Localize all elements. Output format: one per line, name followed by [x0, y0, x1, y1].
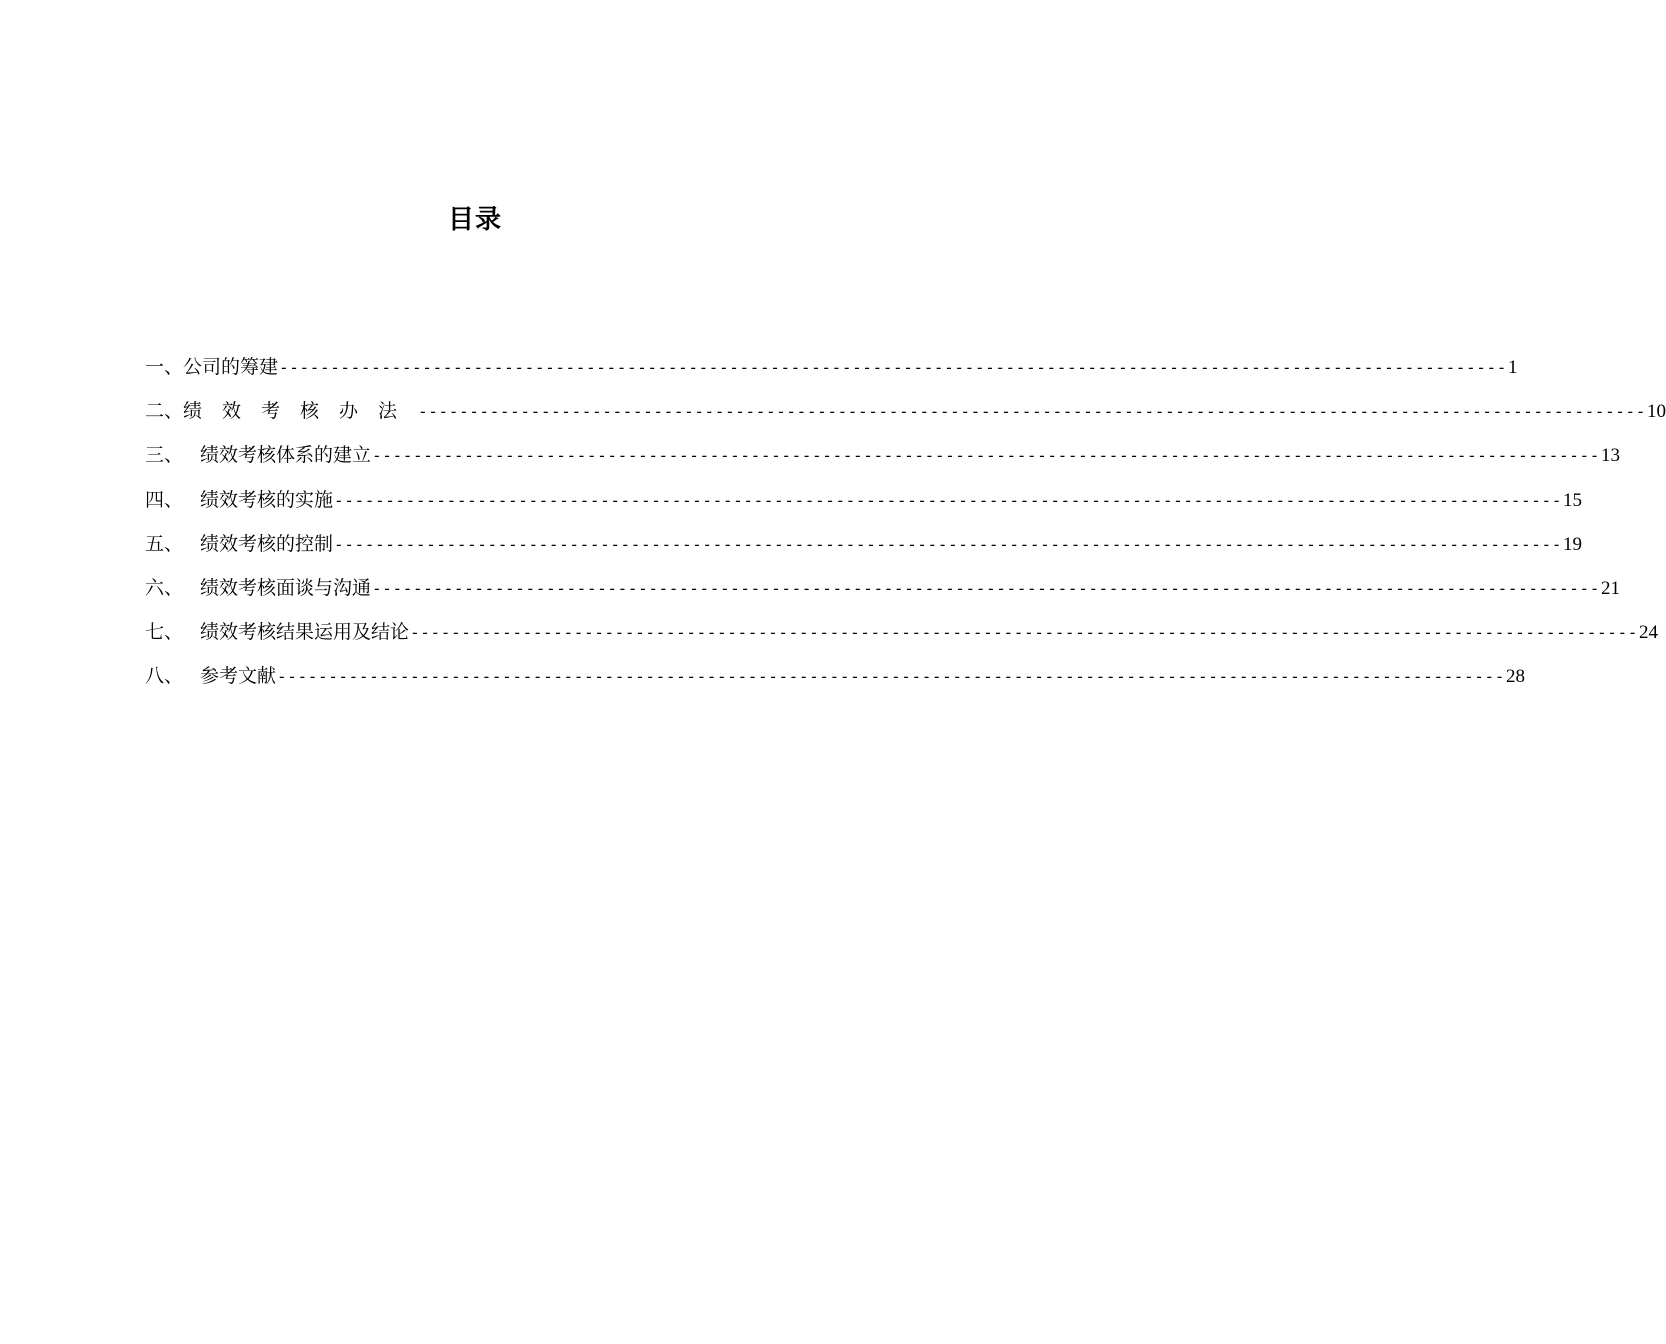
- toc-entry-number: 六、: [145, 576, 184, 599]
- toc-entry-label: 绩效考核体系的建立: [200, 444, 372, 467]
- toc-entry[interactable]: [145, 438, 1620, 482]
- toc-entry[interactable]: [145, 350, 1518, 394]
- toc-entry-label: 公司的筹建: [183, 356, 279, 378]
- toc-entry-page: 24: [1638, 622, 1658, 644]
- table-of-contents: [145, 350, 1666, 704]
- toc-entry-number: 七、: [145, 621, 184, 644]
- toc-leader-dashes: ------------------------------------------------------------------------------------------------------------------------: [334, 490, 1562, 510]
- toc-leader-dashes: ------------------------------------------------------------------------------------------------------------------------: [372, 578, 1600, 598]
- toc-leader-dashes: ------------------------------------------------------------------------------------------------------------------------: [410, 623, 1638, 643]
- toc-leader-dashes: ------------------------------------------------------------------------------------------------------------------------: [277, 667, 1505, 687]
- toc-entry[interactable]: [145, 527, 1582, 571]
- toc-entry-page: 21: [1600, 577, 1620, 599]
- toc-entry-page: 19: [1562, 533, 1582, 555]
- toc-entry-page: 1: [1507, 357, 1518, 378]
- toc-entry[interactable]: [145, 394, 1666, 438]
- toc-entry[interactable]: [145, 571, 1620, 615]
- toc-entry-label: 绩效考核办法: [183, 400, 418, 423]
- toc-entry-page: 10: [1646, 401, 1666, 423]
- page-title: 目录: [447, 205, 502, 235]
- toc-leader-dashes: ------------------------------------------------------------------------------------------------------------------------: [418, 402, 1646, 422]
- toc-leader-dashes: ------------------------------------------------------------------------------------------------------------------------: [372, 446, 1600, 466]
- toc-leader-dashes: ------------------------------------------------------------------------------------------------------------------------: [279, 358, 1507, 377]
- toc-entry[interactable]: [145, 659, 1525, 703]
- toc-entry-page: 13: [1600, 445, 1620, 467]
- toc-leader-dashes: ------------------------------------------------------------------------------------------------------------------------: [334, 534, 1562, 554]
- toc-entry-number: 三、: [145, 444, 184, 467]
- toc-entry-label: 绩效考核的控制: [200, 532, 334, 555]
- toc-entry-number: 一、: [145, 356, 184, 378]
- toc-entry-number: 八、: [145, 665, 184, 688]
- toc-entry-label: 绩效考核的实施: [200, 488, 334, 511]
- toc-entry-label: 绩效考核面谈与沟通: [200, 576, 372, 599]
- toc-entry-number: 二、: [145, 400, 184, 423]
- toc-entry-label: 绩效考核结果运用及结论: [200, 621, 410, 644]
- toc-entry-page: 28: [1505, 666, 1525, 688]
- toc-entry-number: 五、: [145, 532, 184, 555]
- toc-entry[interactable]: [145, 483, 1582, 527]
- toc-entry-number: 四、: [145, 488, 184, 511]
- toc-entry-page: 15: [1562, 489, 1582, 511]
- toc-entry[interactable]: [145, 615, 1658, 659]
- toc-entry-label: 参考文献: [200, 665, 277, 688]
